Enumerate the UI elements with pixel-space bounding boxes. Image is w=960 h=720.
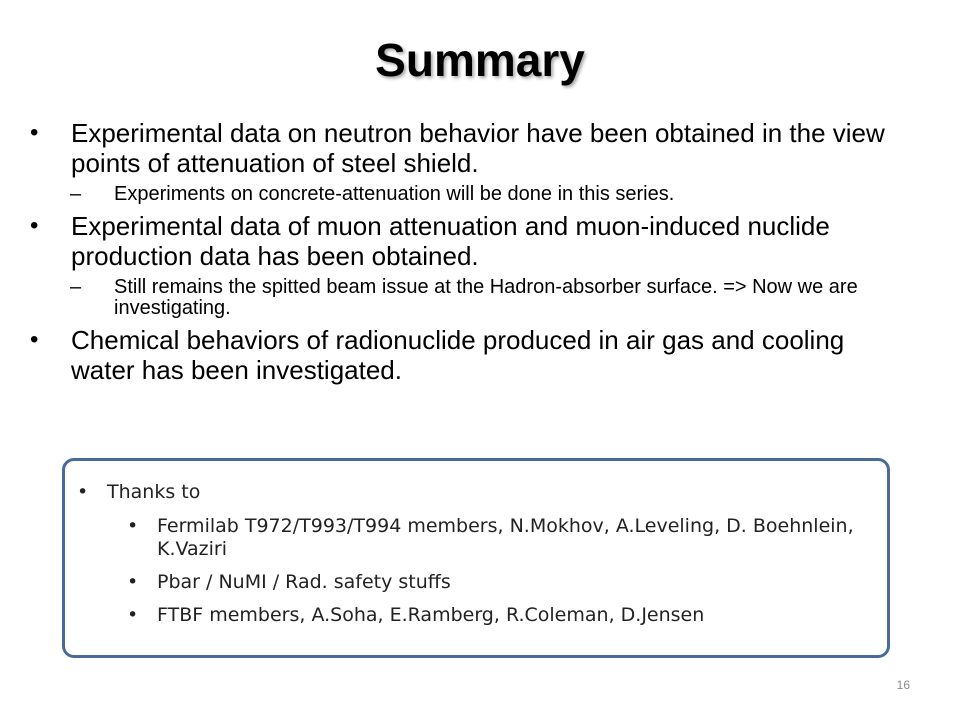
summary-bullet-neutron: • Experimental data on neutron behavior have been obtained in the view points of attenuation of steel shield. bbox=[28, 118, 908, 178]
thanks-item-fermilab: • Fermilab T972/T993/T994 members, N.Mokhov, A.Leveling, D. Boehnlein, K.Vaziri bbox=[65, 515, 857, 561]
summary-subbullet-concrete: – Experiments on concrete-attenuation will be done in this series. bbox=[28, 184, 908, 205]
summary-subbullet-spitted-beam: – Still remains the spitted beam issue at the Hadron-absorber surface. => Now we are investigating. bbox=[28, 277, 908, 319]
slide-title: Summary bbox=[375, 34, 585, 86]
thanks-item-ftbf: • FTBF members, A.Soha, E.Ramberg, R.Coleman, D.Jensen bbox=[65, 604, 857, 627]
summary-bullet-muon: • Experimental data of muon attenuation and muon-induced nuclide production data has been obtained. bbox=[28, 211, 908, 271]
summary-bullet-list bbox=[28, 112, 908, 385]
page-number: 16 bbox=[896, 678, 910, 692]
thanks-box bbox=[62, 458, 890, 658]
thanks-item-pbar: • Pbar / NuMI / Rad. safety stuffs bbox=[65, 571, 857, 594]
thanks-heading: • Thanks to bbox=[65, 479, 885, 505]
thanks-list bbox=[65, 479, 885, 627]
summary-bullet-chemical: • Chemical behaviors of radionuclide produced in air gas and cooling water has been investigated. bbox=[28, 325, 908, 385]
